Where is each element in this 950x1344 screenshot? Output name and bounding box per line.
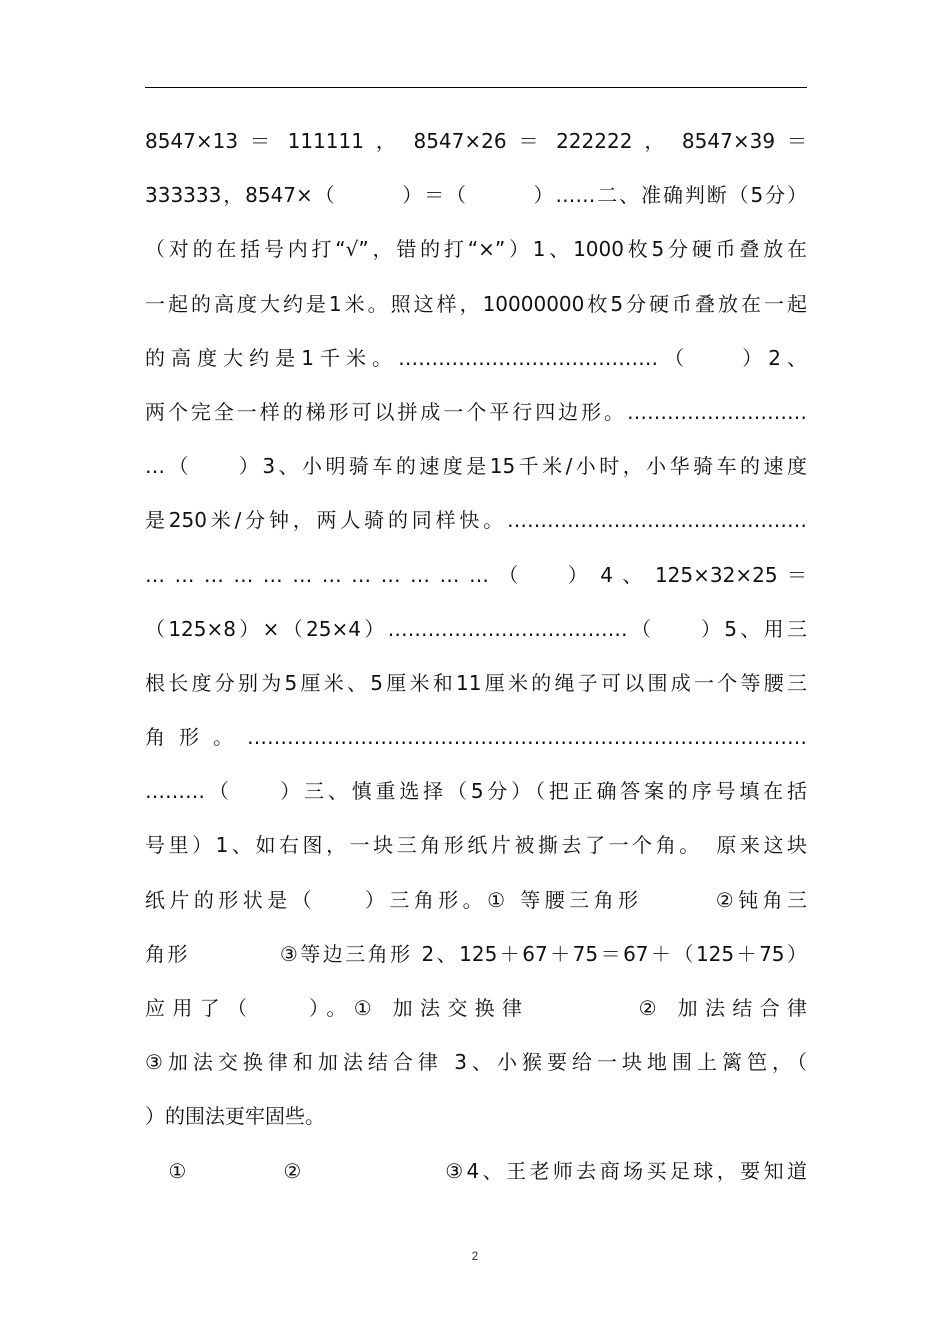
text-line: …（ ）3、小明骑车的速度是15千米/小时，小华骑车的速度 xyxy=(145,454,807,479)
text-line: 是250米/分钟，两人骑的同样快。……………………………………… xyxy=(145,508,807,533)
text-line: 角形 ③等边三角形 2、125＋67＋75＝67＋（125＋75） xyxy=(145,941,807,966)
header-rule xyxy=(145,87,807,88)
text-line: 根长度分别为5厘米、5厘米和11厘米的绳子可以围成一个等腰三 xyxy=(145,670,807,695)
text-line: 的高度大约是1千米。…………………………………（ ）2、 xyxy=(145,345,807,370)
text-line: 纸片的形状是（ ）三角形。① 等腰三角形 ②钝角三 xyxy=(145,887,807,912)
text-line: 角形。………………………………………………………………………… xyxy=(145,725,807,750)
text-line: ）的围法更牢固些。 xyxy=(145,1104,325,1129)
text-line: 应用了（ ）。① 加法交换律 ② 加法结合律 xyxy=(145,996,807,1020)
text-line: （125×8）×（25×4）………………………………（ ）5、用三 xyxy=(145,616,807,641)
text-line: ① ② ③4、王老师去商场买足球，要知道 xyxy=(145,1158,807,1183)
text-line: 一起的高度大约是1米。照这样，10000000枚5分硬币叠放在一起 xyxy=(145,291,807,316)
page-number: 2 xyxy=(471,1249,479,1263)
text-line: （对的在括号内打“√”，错的打“×”）1、1000枚5分硬币叠放在 xyxy=(145,237,807,262)
text-line: ③加法交换律和加法结合律 3、小猴要给一块地围上篱笆，（ xyxy=(145,1050,807,1075)
text-line: 333333，8547×（ ）＝（ ）……二、准确判断（5分） xyxy=(145,183,807,208)
text-line: 8547×13 ＝ 111111 ， 8547×26 ＝ 222222 ， 8547×39 ＝ xyxy=(145,129,807,153)
text-line: ………（ ）三、慎重选择（5分）（把正确答案的序号填在括 xyxy=(145,779,807,804)
text-line: 两个完全一样的梯形可以拼成一个平行四边形。……………………… xyxy=(145,399,807,424)
document-body xyxy=(145,114,807,1198)
text-line: 号里）1、如右图，一块三角形纸片被撕去了一个角。 原来这块 xyxy=(145,833,807,858)
text-line: … … … … … … … … … … … … （ ） 4 、 125×32×25 ＝ xyxy=(145,562,807,587)
